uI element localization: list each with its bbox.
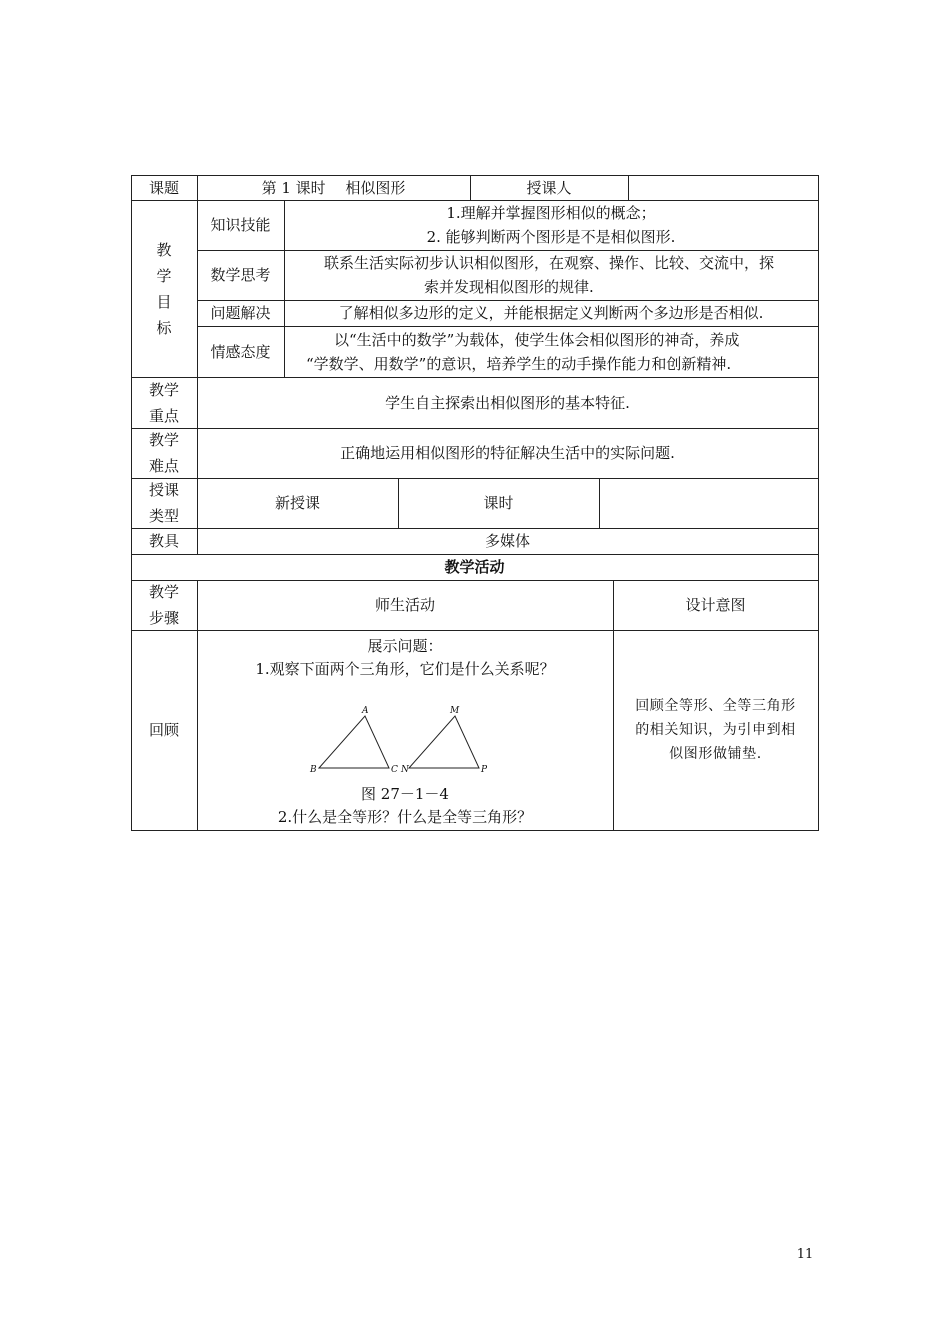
step-column-header — [131, 580, 197, 630]
activities-heading: 教学活动 — [444, 558, 505, 576]
label-line: 重点 — [148, 406, 179, 425]
label-b: B — [310, 765, 317, 775]
label-a: A — [362, 706, 369, 716]
lesson-type-value: 新授课 — [274, 494, 320, 512]
difficulty-text: 正确地运用相似图形的特征解决生活中的实际问题. — [340, 444, 675, 462]
triangle-mnp — [409, 716, 479, 768]
objective-label-thinking: 数学思考 — [210, 266, 271, 284]
objective-line: 索并发现相似图形的规律. — [424, 278, 594, 296]
objectives-label — [131, 200, 197, 377]
key-point-label — [131, 377, 197, 428]
objectives-label-char: 教 — [156, 240, 172, 259]
objective-label-attitude: 情感态度 — [210, 342, 271, 361]
lesson-hours-label: 课时 — [483, 494, 514, 512]
review-line-1: 展示问题： — [367, 637, 443, 655]
label-line: 步骤 — [148, 609, 179, 627]
objective-text-knowledge — [284, 200, 818, 250]
label-p: P — [481, 765, 488, 775]
tools-label: 教具 — [148, 532, 179, 550]
label-line: 教学 — [148, 431, 179, 449]
label-c: C — [391, 765, 398, 775]
intent-line: 的相关知识，为引申到相 — [635, 722, 796, 738]
page-number: 11 — [796, 1247, 814, 1262]
label-line: 教学 — [148, 583, 179, 601]
label-line: 授课 — [148, 481, 179, 499]
objective-line: 联系生活实际初步认识相似图形，在观察、操作、比较、交流中，探 — [324, 254, 775, 272]
key-point-text: 学生自主探索出相似图形的基本特征. — [385, 393, 630, 412]
label-n: N — [401, 765, 409, 775]
teacher-label: 授课人 — [526, 179, 572, 197]
triangle-abc — [319, 716, 389, 768]
figure-caption: 图 27－1－4 — [361, 785, 449, 803]
objectives-label-char: 目 — [156, 292, 172, 311]
objective-text-attitude — [284, 326, 818, 377]
objective-line: 以“生活中的数学”为载体，使学生体会相似图形的神奇，养成 — [334, 330, 740, 349]
lesson-hours-value — [599, 478, 818, 528]
objectives-label-char: 标 — [156, 318, 172, 337]
intent-line: 回顾全等形、全等三角形 — [635, 698, 796, 714]
objective-text-problem: 了解相似多边形的定义，并能根据定义判断两个多边形是否相似. — [338, 304, 764, 322]
objective-label-knowledge: 知识技能 — [210, 216, 271, 234]
objective-line: 2. 能够判断两个图形是不是相似图形. — [426, 228, 676, 246]
triangles-figure — [307, 702, 507, 778]
teacher-value — [628, 175, 818, 201]
topic-value: 第 1 课时 相似图形 — [261, 179, 406, 197]
label-m: M — [450, 706, 460, 716]
intent-column-header: 设计意图 — [685, 596, 746, 614]
lesson-type-label — [131, 478, 197, 528]
difficulty-label — [131, 428, 197, 478]
objective-line: 1.理解并掌握图形相似的概念； — [446, 204, 656, 222]
objectives-label-char: 学 — [156, 266, 172, 285]
review-intent — [613, 630, 818, 830]
objective-text-thinking — [284, 250, 818, 300]
review-line-2: 1.观察下面两个三角形，它们是什么关系呢？ — [255, 660, 555, 678]
label-line: 教学 — [148, 380, 179, 399]
intent-line: 似图形做铺垫. — [669, 746, 762, 762]
activity-column-header: 师生活动 — [374, 596, 435, 614]
topic-label: 课题 — [148, 179, 179, 197]
label-line: 难点 — [148, 457, 179, 475]
objective-line: “学数学、用数学”的意识，培养学生的动手操作能力和创新精神. — [306, 354, 732, 373]
review-step: 回顾 — [148, 721, 179, 739]
review-activity — [197, 630, 613, 830]
objective-label-problem: 问题解决 — [210, 304, 271, 322]
tools-value: 多媒体 — [484, 532, 530, 550]
review-line-3: 2.什么是全等形？什么是全等三角形？ — [277, 808, 533, 826]
label-line: 类型 — [148, 507, 179, 525]
